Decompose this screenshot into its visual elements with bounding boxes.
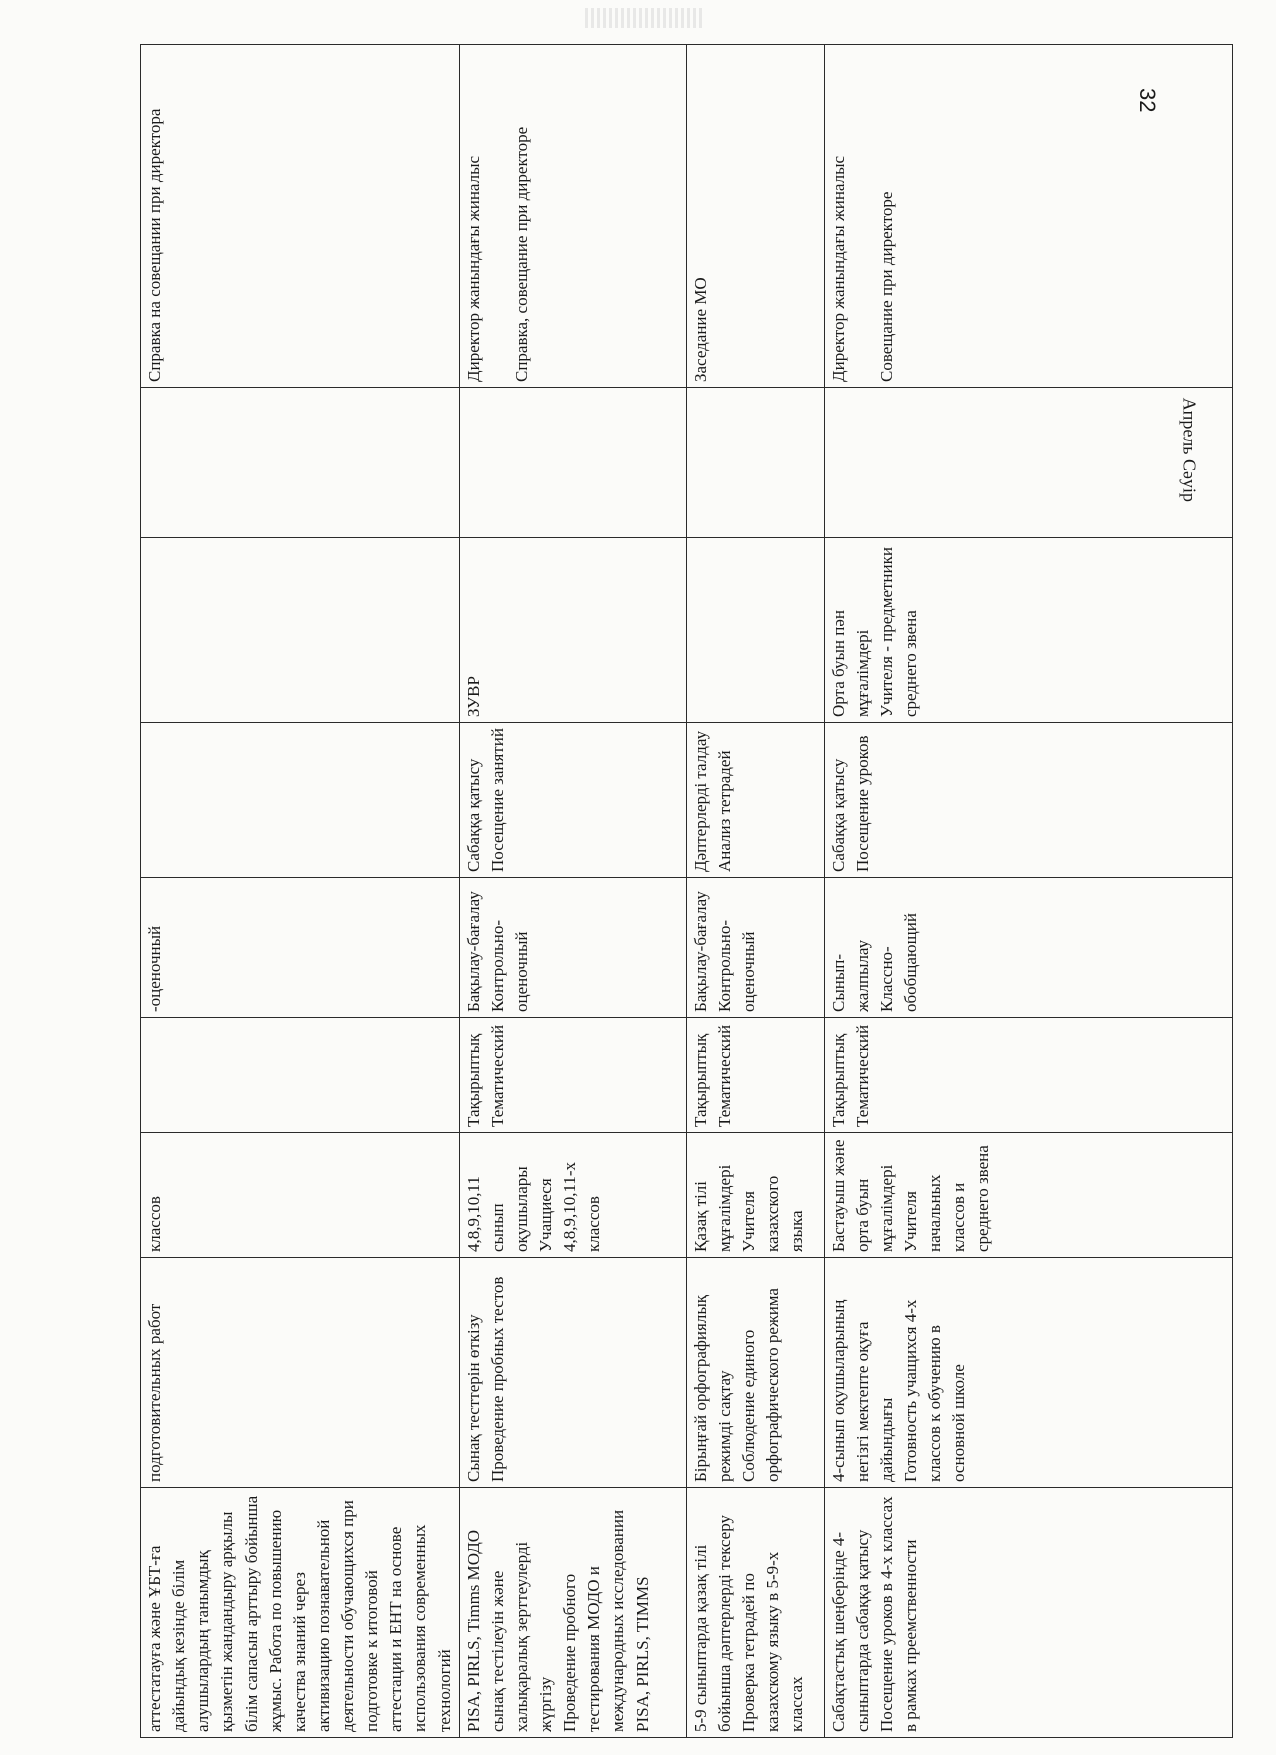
table-row bbox=[141, 45, 460, 1738]
cell-result: Заседание МО bbox=[686, 45, 824, 388]
cell-topic: Сабақтастық шеңберінде 4-сыныптарда сабаққа қатысу Посещение уроков в 4-х классах в рамках преемственности bbox=[824, 1488, 1232, 1738]
cell-object: 4,8,9,10,11 сынып оқушылары Учащиеся 4,8,9,10,11-х классов bbox=[459, 1133, 686, 1258]
control-plan-table bbox=[140, 44, 1233, 1738]
table-row bbox=[686, 45, 824, 1738]
cell-form: Сынып-жалпылау Классно-обобщающий bbox=[824, 878, 1232, 1018]
deadline-label: Апрель Сәуір bbox=[1179, 398, 1200, 503]
cell-result: Директор жанындағы жиналыс Справка, совещание при директоре bbox=[459, 45, 686, 388]
cell-deadline bbox=[824, 388, 1232, 538]
cell-method: Дәптерлерді талдау Анализ тетрадей bbox=[686, 723, 824, 878]
cell-form: Бақылау-бағалау Контрольно-оценочный bbox=[686, 878, 824, 1018]
cell-topic: аттестатауға және ҰБТ-ға дайындық кезінде білім алушылардың танымдық қызметін жандандыру арқылы білім сапасын арттыру бойынша жұмыс. Работа по повышению качества знаний через активизацию познавательной деятельности обучающихся при подготовке к итоговой аттестации и ЕНТ на основе использования современных технологий bbox=[141, 1488, 460, 1738]
table-row bbox=[824, 45, 1232, 1738]
scan-artifact bbox=[585, 8, 705, 28]
cell-method bbox=[141, 723, 460, 878]
cell-responsible: Орта буын пән мұғалімдері Учителя - предметники среднего звена bbox=[824, 538, 1232, 723]
cell-deadline bbox=[459, 388, 686, 538]
cell-topic: PISA, PIRLS, Timms МОДО сынақ тестілеуін және халықаралық зерттеулерді жүргізу Проведение пробного тестирования МОДО и международных исследовании PISA, PIRLS, TIMMS bbox=[459, 1488, 686, 1738]
cell-type: Тақырыптық Тематический bbox=[824, 1018, 1232, 1133]
cell-type: Тақырыптық Тематический bbox=[686, 1018, 824, 1133]
cell-object: классов bbox=[141, 1133, 460, 1258]
cell-result: Директор жанындағы жиналыс Совещание при директоре bbox=[824, 45, 1232, 388]
cell-content: Сынақ тесттерін өткізу Проведение пробных тестов bbox=[459, 1258, 686, 1488]
cell-content: подготовительных работ bbox=[141, 1258, 460, 1488]
cell-method: Сабаққа қатысу Посещение занятий bbox=[459, 723, 686, 878]
cell-content: 4-сынып оқушыларының негізгі мектепте оқуға дайындығы Готовность учащихся 4-х классов к обучению в основной школе bbox=[824, 1258, 1232, 1488]
table-row bbox=[459, 45, 686, 1738]
cell-deadline bbox=[141, 388, 460, 538]
cell-content: Бірыңғай орфографиялық режимді сақтау Соблюдение единого орфографического режима bbox=[686, 1258, 824, 1488]
cell-form: Бақылау-бағалау Контрольно-оценочный bbox=[459, 878, 686, 1018]
page-number: 32 bbox=[1135, 88, 1160, 113]
cell-responsible bbox=[686, 538, 824, 723]
cell-type bbox=[141, 1018, 460, 1133]
cell-responsible: ЗУВР bbox=[459, 538, 686, 723]
cell-method: Сабаққа қатысу Посещение уроков bbox=[824, 723, 1232, 878]
cell-type: Тақырыптық Тематический bbox=[459, 1018, 686, 1133]
rotated-page-content bbox=[140, 45, 1210, 1738]
cell-result: Справка на совещании при директора bbox=[141, 45, 460, 388]
cell-topic: 5-9 сыныптарда қазақ тілі бойынша дәптерлерді тексеру Проверка тетрадей по казахскому языку в 5-9-х классах bbox=[686, 1488, 824, 1738]
cell-object: Бастауыш және орта буын мұғалімдері Учителя начальных классов и среднего звена bbox=[824, 1133, 1232, 1258]
cell-deadline bbox=[686, 388, 824, 538]
cell-responsible bbox=[141, 538, 460, 723]
cell-form: -оценочный bbox=[141, 878, 460, 1018]
cell-object: Қазақ тілі мұғалімдері Учителя казахского языка bbox=[686, 1133, 824, 1258]
